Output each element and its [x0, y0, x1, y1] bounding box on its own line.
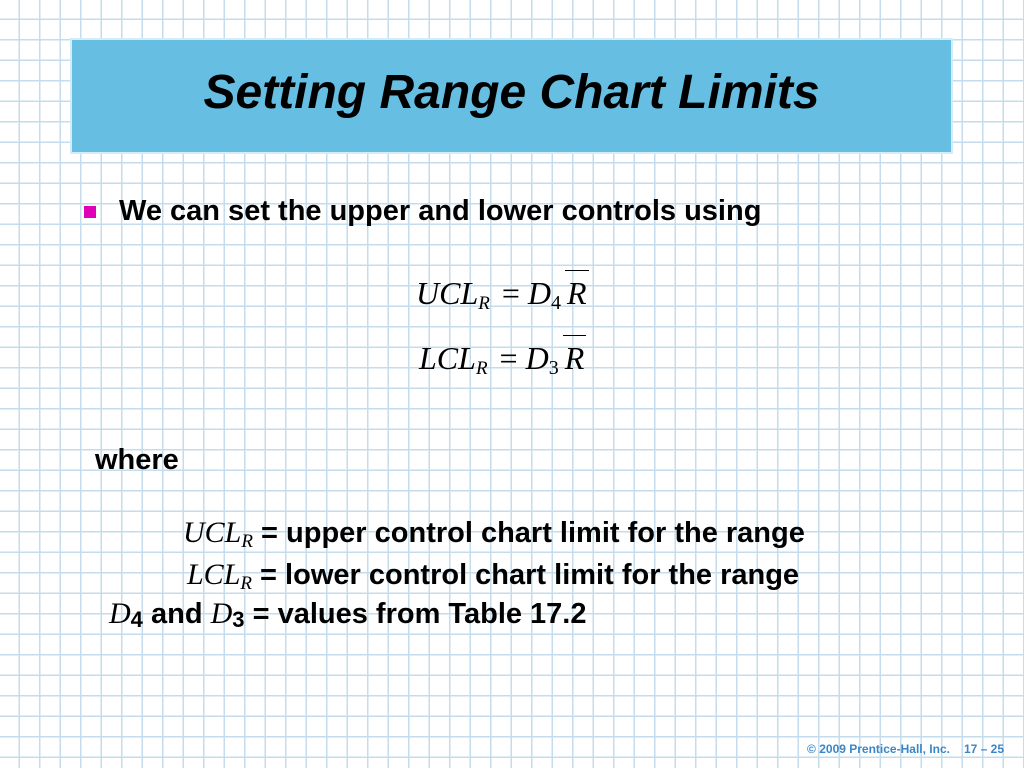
d4-subscript: 4	[551, 292, 562, 314]
ucl-def-text: = upper control chart limit for the range	[252, 517, 805, 549]
title-banner	[70, 38, 953, 154]
and-text: and	[142, 598, 211, 630]
bullet-item	[84, 193, 761, 229]
bullet-square-icon	[84, 206, 96, 218]
ucl-subscript: R	[478, 293, 490, 314]
bullet-text: We can set the upper and lower controls using	[119, 194, 762, 227]
d-values-definition	[109, 599, 587, 631]
r-bar-symbol: R	[564, 340, 585, 376]
where-label: where	[95, 444, 179, 476]
d3-subscript: 3	[548, 357, 559, 379]
d4-def-subscript: 4	[130, 607, 143, 632]
lcl-definition	[187, 560, 799, 593]
lcl-def-text: = lower control chart limit for the range	[252, 559, 800, 591]
lcl-def-symbol: LCL	[187, 558, 241, 591]
d3-symbol: D	[525, 340, 549, 376]
equals-sign: =	[501, 275, 520, 311]
lcl-symbol: LCL	[419, 340, 476, 376]
slide-title: Setting Range Chart Limits	[203, 66, 820, 119]
d-values-text: = values from Table 17.2	[244, 598, 587, 630]
d4-symbol: D	[527, 275, 552, 311]
d3-def-symbol: D	[210, 597, 233, 630]
ucl-definition	[183, 518, 805, 551]
equals-sign: =	[499, 340, 518, 376]
lcl-def-subscript: R	[240, 573, 252, 594]
lcl-equation	[419, 342, 584, 378]
ucl-def-symbol: UCL	[183, 516, 242, 549]
slide-footer	[807, 742, 1004, 756]
ucl-def-subscript: R	[241, 531, 253, 552]
page-number: 17 – 25	[963, 742, 1004, 756]
d4-def-symbol: D	[109, 597, 131, 630]
r-bar-symbol: R	[567, 275, 587, 311]
ucl-symbol: UCL	[416, 275, 479, 311]
d3-def-subscript: 3	[232, 607, 245, 632]
ucl-equation	[416, 277, 587, 313]
lcl-subscript: R	[475, 358, 488, 379]
copyright-text: © 2009 Prentice-Hall, Inc.	[807, 742, 950, 756]
